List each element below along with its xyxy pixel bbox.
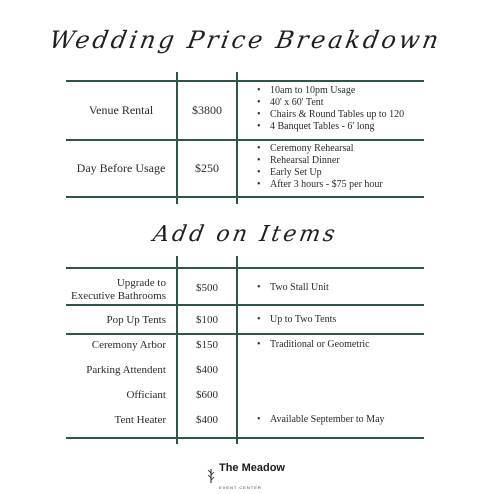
- addon-top-rule: [66, 267, 424, 269]
- detail-item: • Early Set Up: [255, 167, 425, 179]
- detail-item: • Ceremony Rehearsal: [255, 143, 425, 155]
- addon-row-divider: [66, 333, 424, 335]
- page-title: Wedding Price Breakdown: [47, 26, 444, 54]
- service-price: $3800: [192, 103, 222, 117]
- addon-details: [255, 282, 425, 294]
- addon-name: Parking Attendent: [86, 364, 166, 376]
- addon-details: [255, 314, 425, 326]
- table-top-rule: [66, 80, 424, 82]
- addon-price: $100: [196, 314, 218, 326]
- detail-item: • Available September to May: [255, 414, 425, 426]
- detail-item: • After 3 hours - $75 per hour: [255, 179, 425, 191]
- detail-item: • 10am to 10pm Usage: [255, 85, 425, 97]
- tree-icon: [206, 468, 216, 484]
- addon-column-divider: [236, 256, 238, 444]
- addon-name: Pop Up Tents: [106, 314, 166, 326]
- table-column-divider: [176, 72, 178, 204]
- detail-item: • 4 Banquet Tables - 6' long: [255, 121, 425, 133]
- table-bottom-rule: [66, 196, 424, 198]
- service-details: [255, 143, 425, 191]
- service-name: Day Before Usage: [76, 161, 166, 175]
- addon-price: $400: [196, 364, 218, 376]
- detail-item: • 40' x 60' Tent: [255, 97, 425, 109]
- addon-section-title: Add on Items: [151, 222, 340, 247]
- logo-text: [219, 458, 285, 494]
- logo: [206, 458, 285, 494]
- logo-name: The Meadow: [218, 462, 285, 474]
- table-column-divider: [236, 72, 238, 204]
- addon-details: [255, 414, 425, 426]
- footer-logo: [0, 458, 491, 494]
- detail-item: • Two Stall Unit: [255, 282, 425, 294]
- addon-name: Ceremony Arbor: [91, 339, 166, 351]
- addon-bottom-rule: [66, 437, 424, 439]
- detail-item: • Up to Two Tents: [255, 314, 425, 326]
- service-details: [255, 85, 425, 133]
- addon-name: Officiant: [126, 389, 166, 401]
- addon-name-line: Upgrade to: [116, 277, 166, 289]
- addon-name: [60, 277, 166, 303]
- addon-price: $400: [196, 414, 218, 426]
- logo-tagline: EVENT CENTER: [218, 485, 262, 490]
- addon-row-divider: [66, 304, 424, 306]
- addon-price: $600: [196, 389, 218, 401]
- addon-price: $500: [196, 282, 218, 294]
- service-name: Venue Rental: [88, 103, 154, 117]
- detail-item: • Rehearsal Dinner: [255, 155, 425, 167]
- addon-details: [255, 339, 425, 351]
- addon-name: Tent Heater: [114, 414, 166, 426]
- service-price: $250: [195, 161, 219, 175]
- table-row-divider: [66, 139, 424, 141]
- detail-item: • Chairs & Round Tables up to 120: [255, 109, 425, 121]
- addon-price: $150: [196, 339, 218, 351]
- detail-item: • Traditional or Geometric: [255, 339, 425, 351]
- addon-name-line: Executive Bathrooms: [70, 290, 166, 302]
